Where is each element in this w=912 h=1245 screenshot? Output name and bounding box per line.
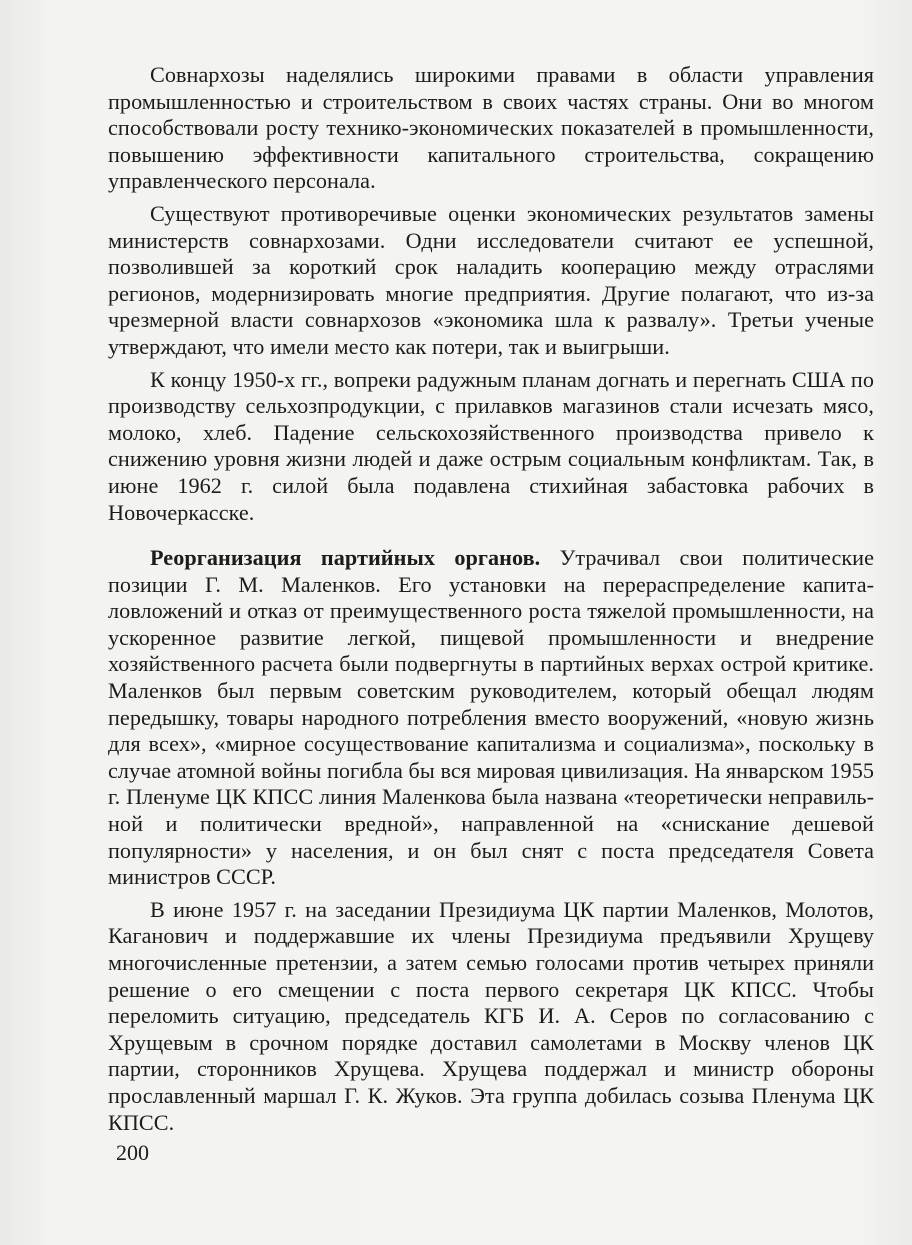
paragraph-party-reorganization bbox=[108, 545, 874, 891]
section-body: Утрачивал свои политические позиции Г. М. Маленков. Его установки на перераспределение капиталовложений и отказ от преимущественного роста тяжелой промышленности, на ускоренное развитие легкой, пищевой промышленности и внедрение хозяйственного расчета были подвергнуты в партийных верхах острой критике. Маленков был первым советским руководителем, который обещал людям передышку, товары народного потребления вместо вооружений, «новую жизнь для всех», «мирное сосуществование капитализма и социализма», поскольку в случае атомной войны погибла бы вся мировая цивилизация. На январском 1955 г. Пленуме ЦК КПСС линия Маленкова была названа «теоретически неправильной и политически вредной», направленной на «снискание дешевой популярности» у населения, и он был снят с поста председателя Совета министров СССР. bbox=[108, 545, 875, 890]
paragraph-june-1957: В июне 1957 г. на заседании Президиума ЦК партии Маленков, Молотов, Каганович и поддержавшие их члены Президиума предъявили Хрущеву многочисленные претензии, а затем семью голосами против четырех приняли решение о его смещении с поста первого секретаря ЦК КПСС. Чтобы переломить ситуацию, председатель КГБ И. А. Серов по согласованию с Хрущевым в срочном порядке доставил самолетами в Москву членов ЦК партии, сторонников Хрущева. Хрущева поддержал и министр обороны прославленный маршал Г. К. Жуков. Эта группа добилась созыва Пленума ЦК КПСС. bbox=[108, 896, 874, 1135]
page-text bbox=[108, 62, 874, 1136]
paragraph-agriculture-decline: К концу 1950-х гг., вопреки радужным планам догнать и перегнать США по производству сельхозпродукции, с прилавков магазинов стали исчезать мясо, молоко, хлеб. Падение сельскохозяйственного производства привело к снижению уровня жизни людей и даже острым социальным конфликтам. Так, в июне 1962 г. силой была подавлена стихийная забастовка рабочих в Новочеркасске. bbox=[108, 366, 874, 525]
page-number: 200 bbox=[116, 1140, 149, 1165]
section-heading: Реорганизация партийных органов. bbox=[150, 545, 541, 571]
paragraph-economic-assessments: Существуют противоречивые оценки экономических результатов замены министерств совнархозами. Одни исследователи считают ее успешной, позволившей за короткий срок наладить кооперацию между отраслями регионов, модернизировать многие предприятия. Другие полагают, что из-за чрезмерной власти совнархозов «экономика шла к развалу». Третьи ученые утверждают, что имели место как потери, так и выигрыши. bbox=[108, 200, 874, 359]
paragraph-sovnarkhozy-powers: Совнархозы наделялись широкими правами в области управления промышленностью и строительством в своих частях страны. Они во многом способствовали росту технико-экономических показателей в промышленности, повышению эффективности капитального строительства, сокращению управленческого персонала. bbox=[108, 62, 874, 194]
